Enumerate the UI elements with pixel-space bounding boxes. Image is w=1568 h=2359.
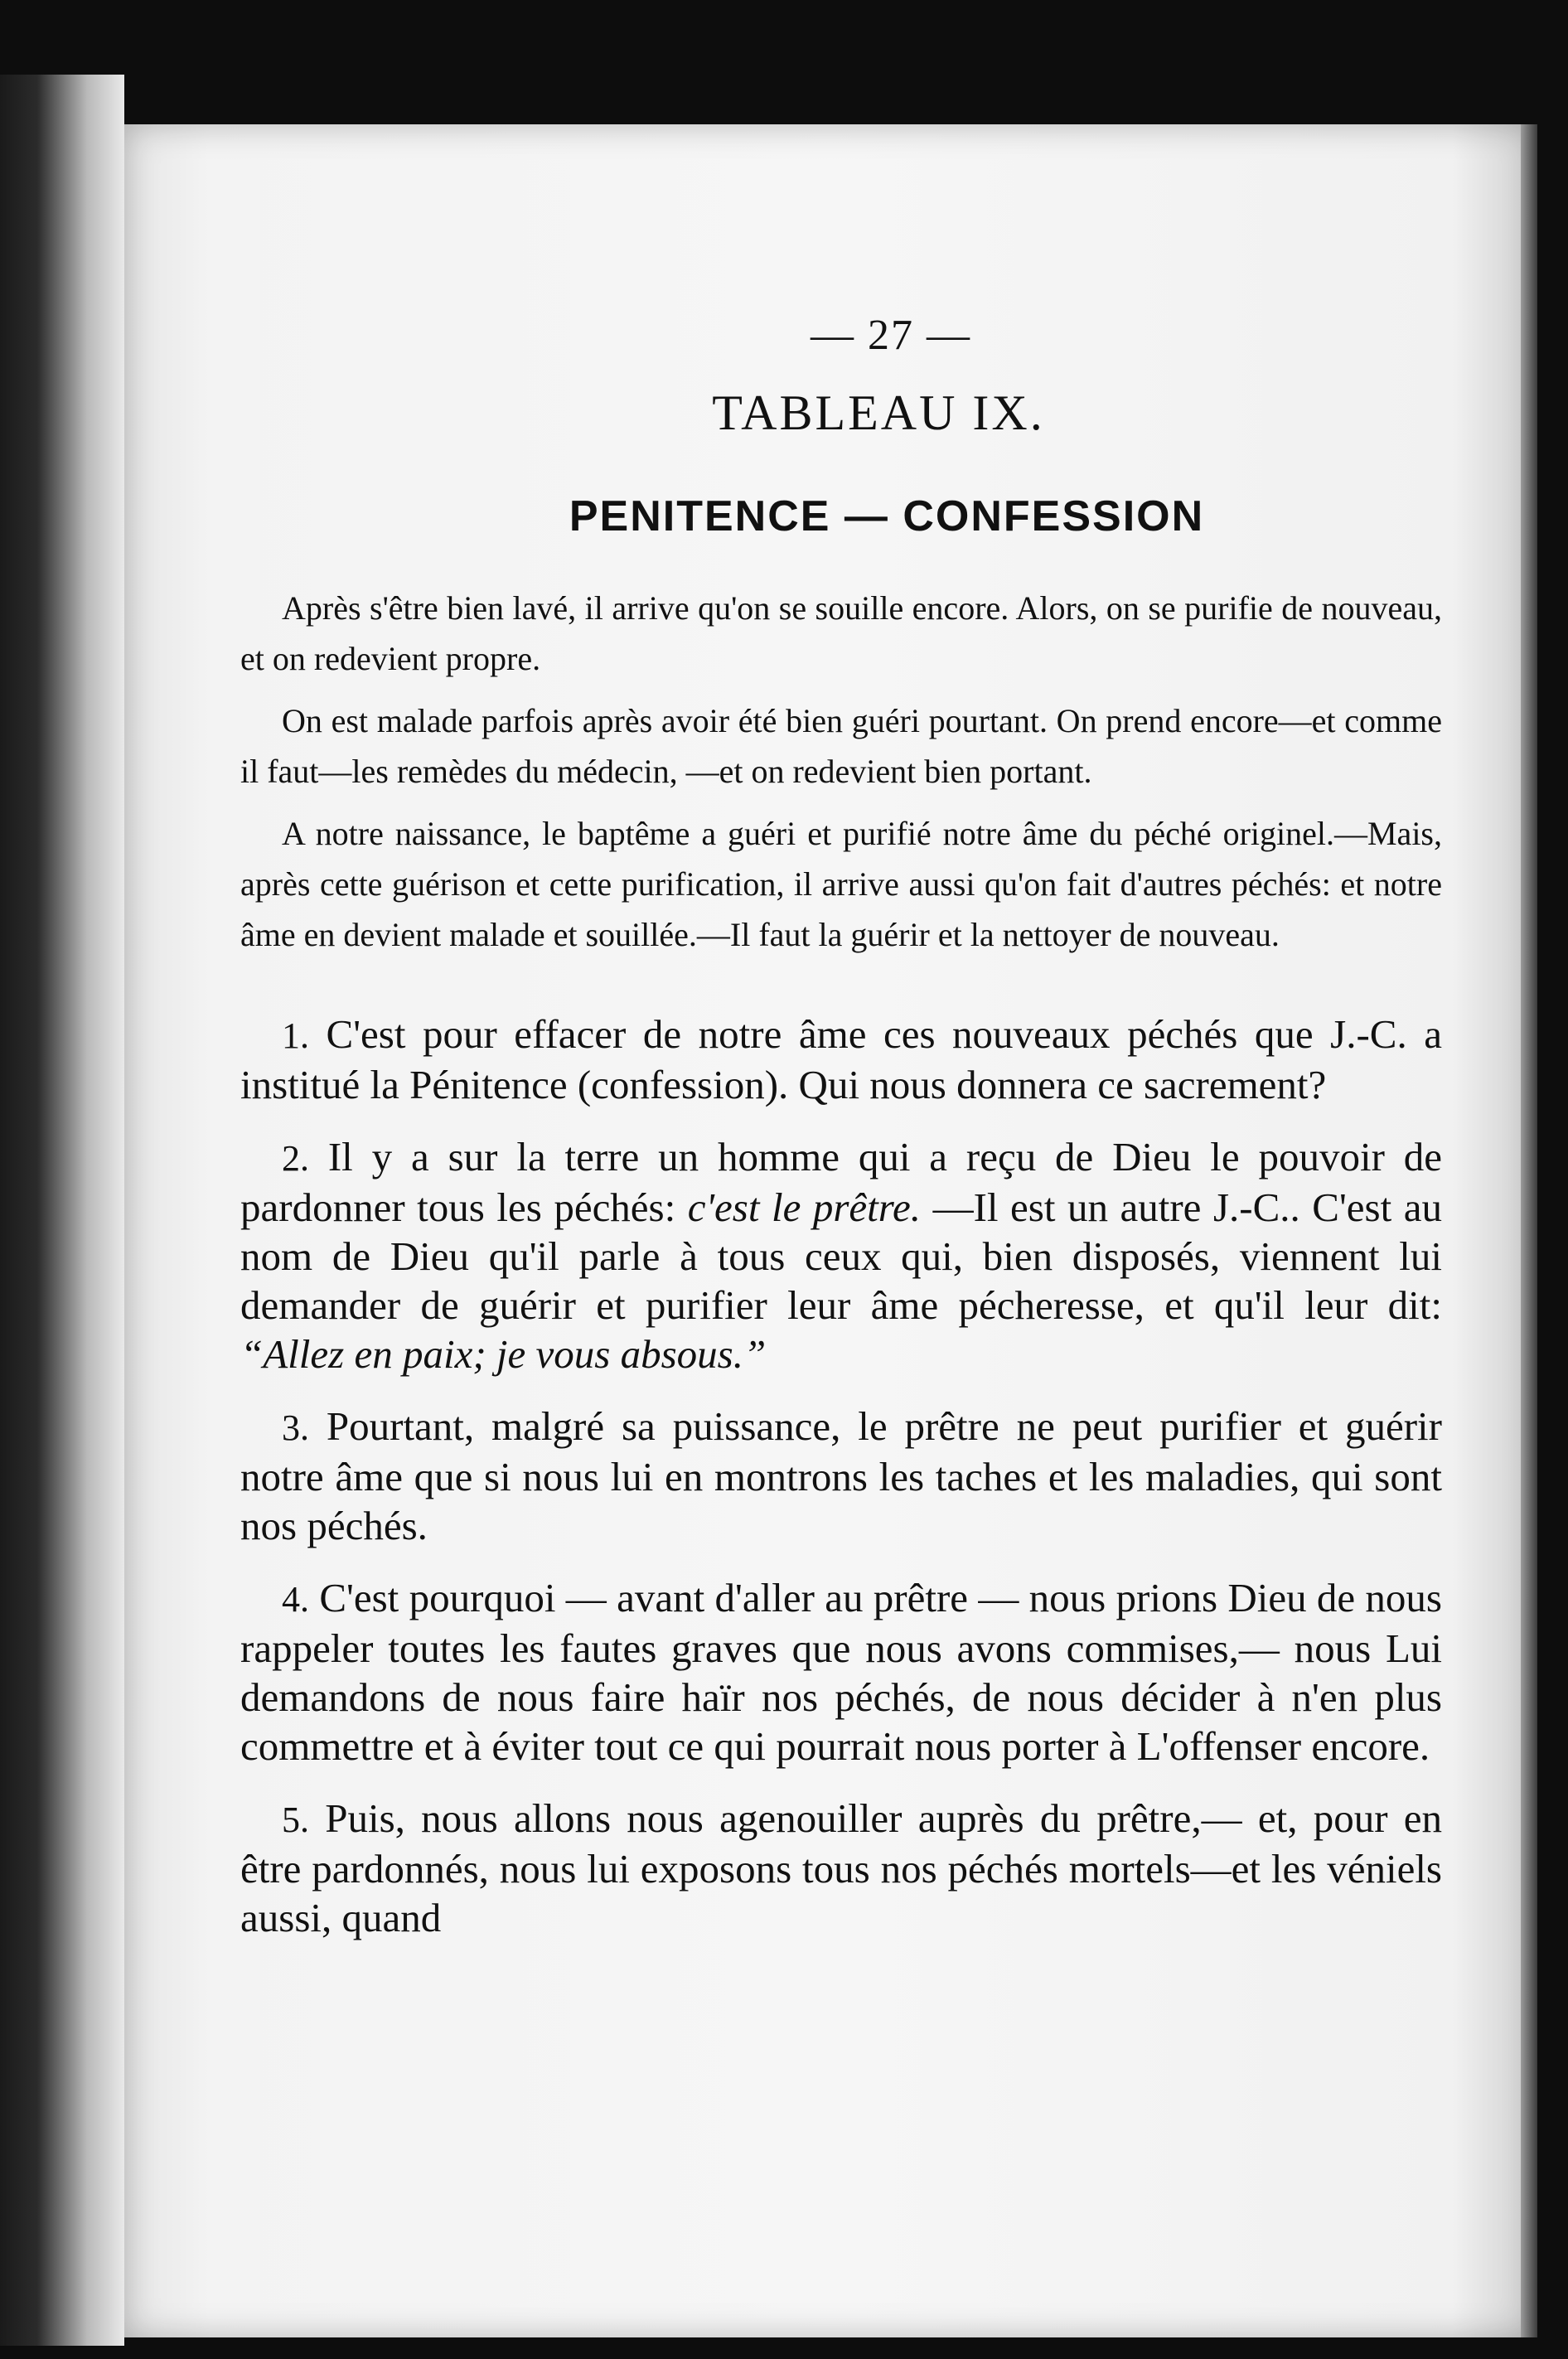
point-4 — [240, 1573, 1442, 1770]
point-text: —Il est un autre J.-C.. C'est au nom de Dieu qu'il parle à tous ceux qui, bien disposés, viennent lui demander de guérir et purifier leur âme pécheresse, et qu'il leur dit: — [240, 1184, 1442, 1328]
point-1 — [240, 1010, 1442, 1109]
intro-paragraph: Après s'être bien lavé, il arrive qu'on se souille encore. Alors, on se purifie de nouveau, et on redevient propre. — [240, 589, 1442, 677]
table-heading: TABLEAU IX. — [712, 385, 1045, 440]
previous-page-edge — [0, 75, 124, 2346]
page-content — [240, 311, 1442, 1965]
point-5 — [240, 1794, 1442, 1942]
intro-paragraph: A notre naissance, le baptême a guéri et purifié notre âme du péché originel.—Mais, après cette guérison et cette purification, il arrive aussi qu'on fait d'autres péchés: et notre âme en devient malade et souillée.—Il faut la guérir et la nettoyer de nouveau. — [240, 815, 1442, 953]
point-text: C'est pour effacer de notre âme ces nouveaux péchés que J.-C. a institué la Pénitence (confession). Qui nous donnera ce sacrement? — [240, 1011, 1442, 1107]
point-number: 2. — [282, 1138, 309, 1179]
numbered-points — [240, 1010, 1442, 1942]
point-number: 3. — [282, 1407, 309, 1448]
page-sheet — [124, 124, 1537, 2337]
point-text: Pourtant, malgré sa puissance, le prêtre ne peut purifier et guérir notre âme que si nous lui en montrons les taches et les maladies, qui sont nos péchés. — [240, 1403, 1442, 1548]
point-italic-text: c'est le prêtre. — [687, 1184, 922, 1230]
point-number: 1. — [282, 1015, 309, 1056]
point-number: 5. — [282, 1800, 309, 1840]
point-text: Puis, nous allons nous agenouiller auprès du prêtre,— et, pour en être pardonnés, nous lui exposons tous nos péchés mortels—et les véniels aussi, quand — [240, 1795, 1443, 1940]
point-3 — [240, 1402, 1442, 1550]
intro-paragraph: On est malade parfois après avoir été bien guéri pourtant. On prend encore—et comme il faut—les remèdes du médecin, —et on redevient bien portant. — [240, 702, 1442, 790]
point-italic-quote: “Allez en paix; je vous absous.” — [240, 1331, 767, 1377]
point-text: C'est pourquoi — avant d'aller au prêtre — nous prions Dieu de nous rappeler toutes les fautes graves que nous avons commises,— nous Lui demandons de nous faire haïr nos péchés, de nous décider à n'en plus commettre et à éviter tout ce qui pourrait nous porter à L'offenser encore. — [240, 1575, 1443, 1769]
section-title: PENITENCE — CONFESSION — [569, 492, 1205, 540]
point-text: Il y a sur la terre un homme qui a reçu de Dieu le pouvoir de pardonner tous les péchés: — [240, 1134, 1442, 1230]
point-number: 4. — [282, 1579, 309, 1620]
page-binding-edge — [1521, 124, 1537, 2337]
page-number: — 27 — — [811, 312, 971, 359]
point-2 — [240, 1132, 1442, 1378]
intro-text — [240, 583, 1442, 960]
